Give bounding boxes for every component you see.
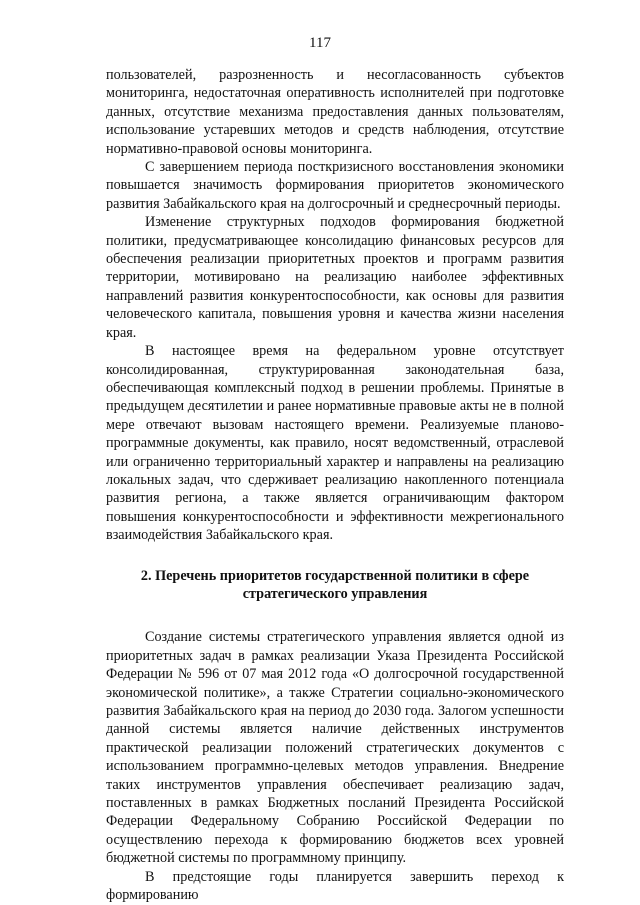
paragraph: В настоящее время на федеральном уровне отсутствует консолидированная, структурированная законодательная база, обеспечивающая комплексный подход в решении проблемы. Принятые в предыдущем десятилетии и ранее нормативные правовые акты не в полной мере отвечают вызовам настоящего времени. Реализуемые планово-программные документы, как правило, носят ведомственный, отраслевой или ограниченно территориальный характер и направлены на реализацию локальных задач, что сдерживает реализацию накопленного потенциала развития региона, а также является ограничивающим фактором повышения конкурентоспособности и эффективности межрегионального взаимодействия Забайкальского края. xyxy=(106,343,564,544)
paragraph: пользователей, разрозненность и несогласованность субъектов мониторинга, недостаточная оперативность исполнителей при подготовке данных, отсутствие механизма предоставления данных пользователям, использование устаревших методов и средств наблюдения, отсутствие нормативно-правовой основы мониторинга. xyxy=(106,67,564,157)
section-heading xyxy=(106,567,564,604)
paragraph: Создание системы стратегического управления является одной из приоритетных задач в рамках реализации Указа Президента Российской Федерации № 596 от 07 мая 2012 года «О долгосрочной государственной экономической политике», а также Стратегии социально-экономического развития Забайкальского края на период до 2030 года. Залогом успешности данной системы является наличие действенных инструментов практической реализации положений стратегических документов с использованием программно-целевых методов управления. Внедрение таких инструментов управления обеспечивает реализацию задач, поставленных в рамках Бюджетных посланий Президента Российской Федерации Федеральному Собранию Российской Федерации по осуществлению перехода к формированию бюджетов всех уровней бюджетной системы по программному принципу. xyxy=(106,629,564,867)
section-heading-line: 2. Перечень приоритетов государственной политики в сфере xyxy=(140,567,530,584)
section-heading-line: стратегического управления xyxy=(242,585,428,602)
document-body xyxy=(106,66,564,904)
page-number: 117 xyxy=(309,35,331,51)
paragraph: В предстоящие годы планируется завершить переход к формированию xyxy=(106,868,564,904)
paragraph: Изменение структурных подходов формирования бюджетной политики, предусматривающее консолидацию финансовых ресурсов для обеспечения реализации приоритетных проектов и программ развития территории, мотивировано на реализацию наиболее эффективных направлений развития конкурентоспособности, как основы для развития человеческого капитала, повышения уровня и качества жизни населения края. xyxy=(106,214,564,341)
paragraph: С завершением периода посткризисного восстановления экономики повышается значимость формирования приоритетов экономического развития Забайкальского края на долгосрочный и среднесрочный периоды. xyxy=(106,159,564,212)
